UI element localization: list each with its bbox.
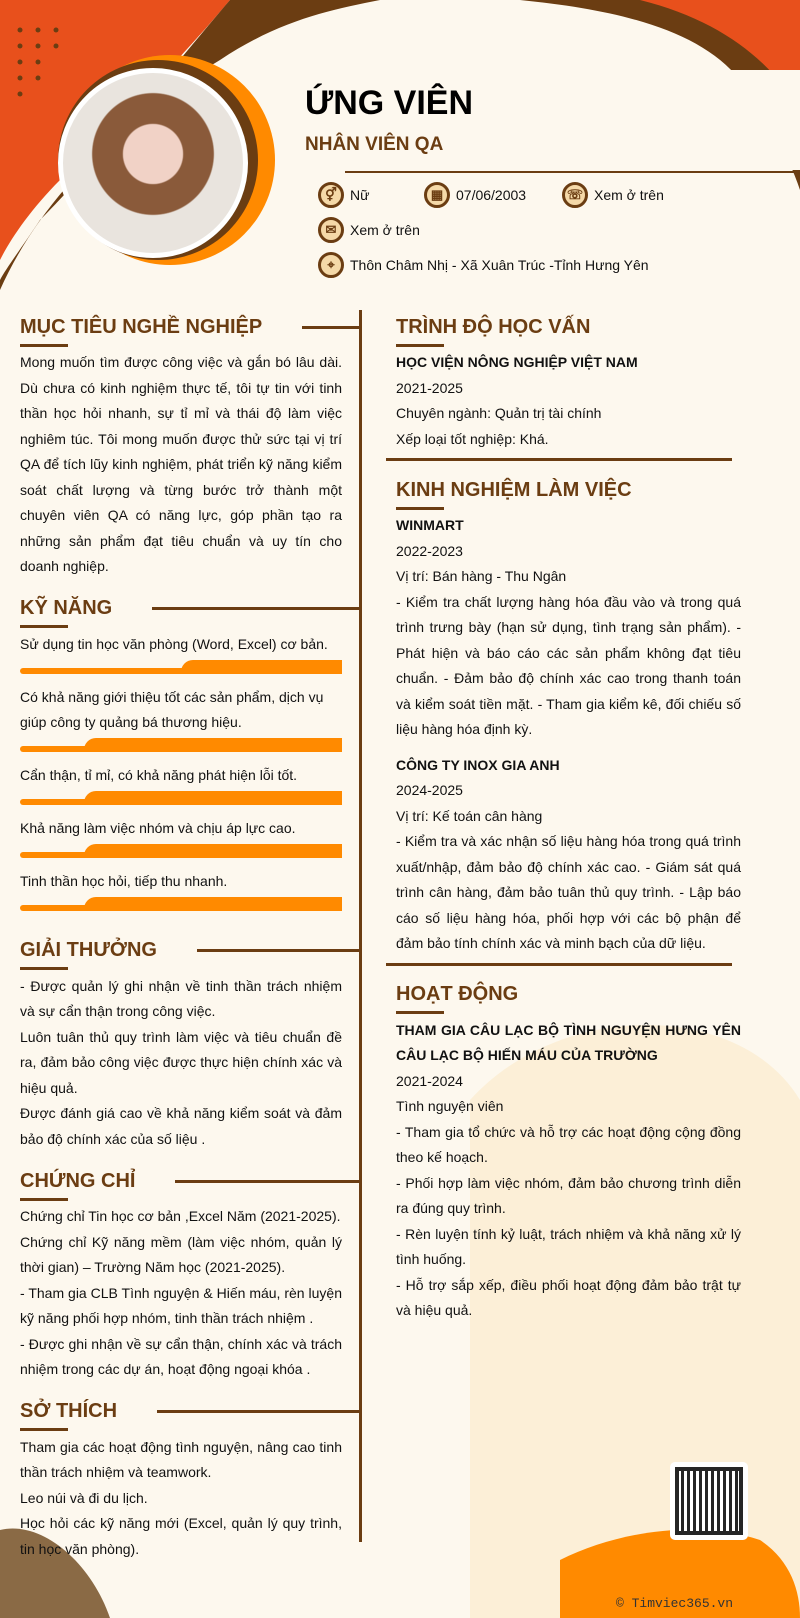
- experience-section: [396, 475, 741, 957]
- address-value: Thôn Châm Nhị - Xã Xuân Trúc -Tỉnh Hưng Yên: [350, 257, 649, 273]
- education-block: HỌC VIỆN NÔNG NGHIỆP VIỆT NAM 2021-2025 Chuyên ngành: Quản trị tài chính Xếp loại tốt nghiệp: Khá.: [396, 354, 638, 447]
- awards-heading: GIẢI THƯỞNG: [20, 936, 342, 966]
- skill-item: [20, 763, 342, 805]
- email-info: [318, 217, 420, 243]
- candidate-name: ỨNG VIÊN: [305, 84, 474, 122]
- skill-label: Có khả năng giới thiệu tốt các sản phẩm, dịch vụ giúp công ty quảng bá thương hiệu.: [20, 688, 324, 730]
- skill-label: Khả năng làm việc nhóm và chịu áp lực cao.: [20, 819, 296, 836]
- skill-label: Cẩn thận, tỉ mỉ, có khả năng phát hiện lỗi tốt.: [20, 766, 298, 783]
- activities-block: THAM GIA CÂU LẠC BỘ TÌNH NGUYỆN HƯNG YÊN CÂU LẠC BỘ HIẾN MÁU CỦA TRƯỜNG 2021-2024 Tình nguyện viên - Tham gia tổ chức và hỗ trợ các hoạt động cộng đồng theo kế hoạch. - Phối hợp làm việc nhóm, đảm bảo chương trình diễn ra đúng quy trình. - Rèn luyện tính kỷ luật, trách nhiệm và khả năng xử lý tình huống. - Hỗ trợ sắp xếp, điều phối hoạt động đảm bảo trật tự và hiệu quả.: [396, 1021, 741, 1318]
- section-divider: [386, 963, 732, 966]
- skill-item: [20, 685, 342, 752]
- objective-text: Mong muốn tìm được công việc và gắn bó lâu dài. Dù chưa có kinh nghiệm thực tế, tôi tự tin với tinh thần học hỏi nhanh, sự tỉ mỉ và thái độ làm việc nghiêm túc. Tôi mong muốn được thử sức tại vị trí QA để tích lũy kinh nghiệm, phát triển kỹ năng kiểm soát chất lượng và từng bước trở thành một chuyên viên QA có năng lực, góp phần tạo ra những sản phẩm đạt tiêu chuẩn và uy tín cho doanh nghiệp.: [20, 354, 342, 574]
- hobbies-text: Tham gia các hoạt động tình nguyện, nâng cao tinh thần trách nhiệm và teamwork. Leo núi và đi du lịch. Học hỏi các kỹ năng mới (Excel, quản lý quy trình, tin học văn phòng).: [20, 1438, 342, 1557]
- candidate-position: NHÂN VIÊN QA: [305, 134, 444, 155]
- awards-section: [20, 936, 342, 1153]
- phone-value: Xem ở trên: [594, 187, 664, 203]
- skill-bar: [20, 897, 342, 911]
- skill-item: [20, 869, 342, 911]
- skills-heading: KỸ NĂNG: [20, 594, 342, 624]
- certificates-text: Chứng chỉ Tin học cơ bản ,Excel Năm (2021-2025). Chứng chỉ Kỹ năng mềm (làm việc nhóm, quản lý thời gian) – Trường Năm học (2021-2025). - Tham gia CLB Tình nguyện & Hiến máu, rèn luyện kỹ năng phối hợp nhóm, tinh thần trách nhiệm . - Được ghi nhận về sự cẩn thận, chính xác và trách nhiệm trong các dự án, hoạt động ngoại khóa .: [20, 1208, 342, 1377]
- activities-section: [396, 980, 741, 1324]
- education-section: [396, 312, 741, 452]
- objective-heading: MỤC TIÊU NGHỀ NGHIỆP: [20, 312, 342, 342]
- right-column: [396, 312, 741, 1324]
- skill-item: [20, 816, 342, 858]
- skill-item: [20, 632, 342, 674]
- skill-bar: [20, 791, 342, 805]
- certificates-section: [20, 1166, 342, 1383]
- experience-job: CÔNG TY INOX GIA ANH 2024-2025 Vị trí: Kế toán cân hàng - Kiểm tra và xác nhận số liệu hàng hóa trong quá trình xuất/nhập, đảm bảo độ chính xác cao. - Giám sát quá trình cân hàng, đảm bảo tuân thủ quy trình. - Lập báo cáo số liệu hàng hóa, phối hợp với các bộ phận để đảm bảo tính chính xác và minh bạch của dữ liệu.: [396, 756, 741, 951]
- column-divider: [359, 310, 362, 1542]
- header-divider: [345, 171, 800, 173]
- experience-job: WINMART 2022-2023 Vị trí: Bán hàng - Thu Ngân - Kiểm tra chất lượng hàng hóa đầu vào và trong quá trình trưng bày (hạn sử dụng, tình trạng sản phẩm). - Phát hiện và báo cáo các sản phẩm không đạt tiêu chuẩn. - Đảm bảo độ chính xác cao trong thanh toán và kiểm soát tiền mặt. - Tham gia kiểm kê, đối chiếu số liệu hàng hóa định kỳ.: [396, 517, 741, 737]
- objective-section: [20, 312, 342, 580]
- skill-bar: [20, 660, 342, 674]
- section-divider: [386, 458, 732, 461]
- gender-value: Nữ: [350, 187, 370, 203]
- phone-icon: ☏: [562, 182, 588, 208]
- location-icon: ⌖: [318, 252, 344, 278]
- calendar-icon: ▦: [424, 182, 450, 208]
- skill-label: Tinh thần học hỏi, tiếp thu nhanh.: [20, 872, 228, 889]
- skill-bar: [20, 738, 342, 752]
- avatar: [58, 68, 248, 258]
- birthday-info: [424, 182, 526, 208]
- skill-label: Sử dụng tin học văn phòng (Word, Excel) cơ bản.: [20, 635, 328, 652]
- activities-heading: HOẠT ĐỘNG: [396, 983, 519, 1005]
- watermark: © Timviec365.vn: [616, 1596, 734, 1611]
- gender-icon: ⚥: [318, 182, 344, 208]
- hobbies-section: [20, 1397, 342, 1563]
- qr-code: [670, 1462, 748, 1540]
- envelope-icon: ✉: [318, 217, 344, 243]
- awards-text: - Được quản lý ghi nhận về tinh thần trách nhiệm và sự cẩn thận trong công việc. Luôn tuân thủ quy trình làm việc và tiêu chuẩn đề ra, đảm bảo công việc được thực hiện chính xác và hiệu quả. Được đánh giá cao về khả năng kiểm soát và đảm bảo độ chính xác của số liệu .: [20, 977, 342, 1147]
- left-column: [20, 312, 342, 1576]
- birthday-value: 07/06/2003: [456, 187, 527, 203]
- address-info: [318, 252, 649, 278]
- phone-info: [562, 182, 664, 208]
- gender-info: [318, 182, 369, 208]
- experience-heading: KINH NGHIỆM LÀM VIỆC: [396, 478, 632, 501]
- email-value: Xem ở trên: [350, 222, 420, 238]
- hobbies-heading: SỞ THÍCH: [20, 1397, 342, 1427]
- certificates-heading: CHỨNG CHỈ: [20, 1166, 342, 1196]
- skill-bar: [20, 844, 342, 858]
- education-heading: TRÌNH ĐỘ HỌC VẤN: [396, 315, 591, 338]
- skills-section: [20, 594, 342, 922]
- skills-list: [20, 632, 342, 911]
